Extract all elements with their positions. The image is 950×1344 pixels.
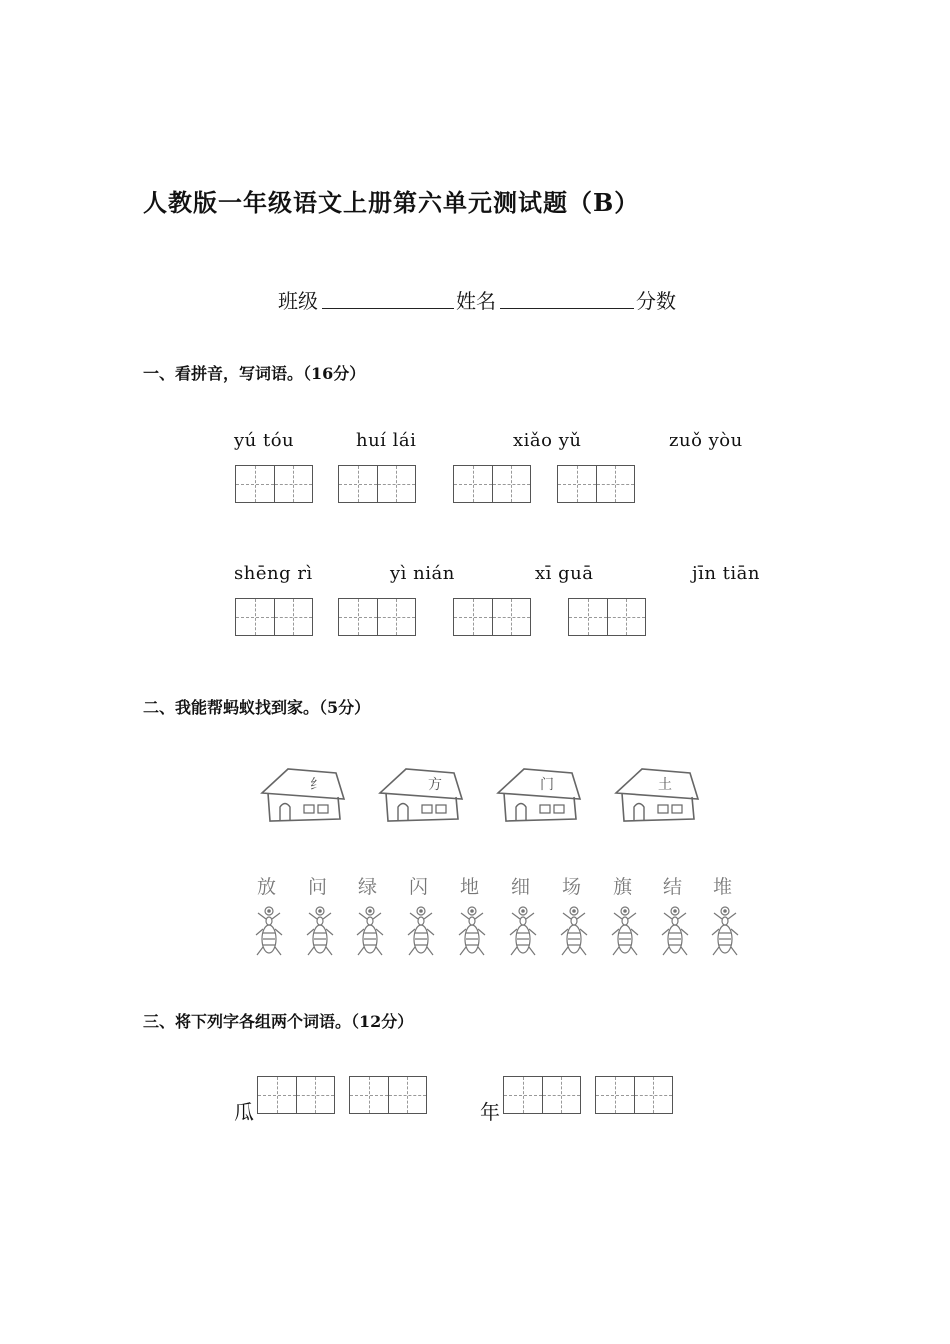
ant-char: 旗 [613, 876, 633, 898]
page-title: 人教版一年级语文上册第六单元测试题（B） [143, 188, 640, 217]
writing-grid[interactable] [595, 1076, 673, 1114]
writing-grid[interactable] [453, 465, 531, 503]
section2-heading: 二、我能帮蚂蚁找到家。（5分） [143, 698, 371, 717]
pinyin-item: shēng rì [234, 563, 313, 584]
ant-icon[interactable] [254, 903, 284, 959]
writing-grid[interactable] [349, 1076, 427, 1114]
writing-grid[interactable] [235, 465, 313, 503]
class-blank[interactable] [322, 308, 454, 309]
name-label: 姓名 [456, 289, 496, 313]
house-icon [376, 763, 466, 825]
house-icon [258, 763, 348, 825]
section3-heading: 三、将下列字各组两个词语。（12分） [143, 1012, 414, 1031]
ant-char: 细 [511, 876, 531, 898]
score-label: 分数 [636, 289, 676, 313]
house-label: 纟 [310, 777, 324, 793]
house-label: 土 [658, 777, 672, 793]
pinyin-item: xī guā [535, 563, 594, 584]
name-blank[interactable] [500, 308, 634, 309]
writing-grid[interactable] [557, 465, 635, 503]
ant-char: 地 [460, 876, 480, 898]
writing-grid[interactable] [568, 598, 646, 636]
ant-icon[interactable] [610, 903, 640, 959]
class-label: 班级 [278, 289, 318, 313]
pinyin-item: xiǎo yǔ [513, 430, 582, 451]
pinyin-item: zuǒ yòu [669, 430, 743, 451]
writing-grid[interactable] [338, 598, 416, 636]
section1-heading: 一、看拼音，写词语。（16分） [143, 364, 366, 383]
pinyin-item: yì nián [390, 563, 455, 584]
ant-icon[interactable] [457, 903, 487, 959]
ant-icon[interactable] [305, 903, 335, 959]
writing-grid[interactable] [453, 598, 531, 636]
ant-icon[interactable] [355, 903, 385, 959]
writing-grid[interactable] [257, 1076, 335, 1114]
house-icon [494, 763, 584, 825]
ant-char: 堆 [713, 876, 733, 898]
ant-char: 放 [257, 876, 277, 898]
pinyin-item: huí lái [356, 430, 417, 451]
writing-grid[interactable] [503, 1076, 581, 1114]
house-icon [612, 763, 702, 825]
ant-char: 绿 [358, 876, 378, 898]
writing-grid[interactable] [338, 465, 416, 503]
ant-icon[interactable] [660, 903, 690, 959]
ant-char: 问 [308, 876, 328, 898]
word-char: 瓜 [234, 1100, 254, 1124]
ant-icon[interactable] [406, 903, 436, 959]
ant-icon[interactable] [508, 903, 538, 959]
house-label: 方 [428, 777, 442, 793]
ant-char: 结 [663, 876, 683, 898]
pinyin-item: yú tóu [234, 430, 295, 451]
ant-icon[interactable] [559, 903, 589, 959]
house-label: 门 [540, 777, 554, 793]
ant-char: 场 [562, 876, 582, 898]
pinyin-item: jīn tiān [692, 563, 760, 584]
writing-grid[interactable] [235, 598, 313, 636]
ant-char: 闪 [409, 876, 429, 898]
ant-icon[interactable] [710, 903, 740, 959]
word-char: 年 [480, 1100, 500, 1124]
